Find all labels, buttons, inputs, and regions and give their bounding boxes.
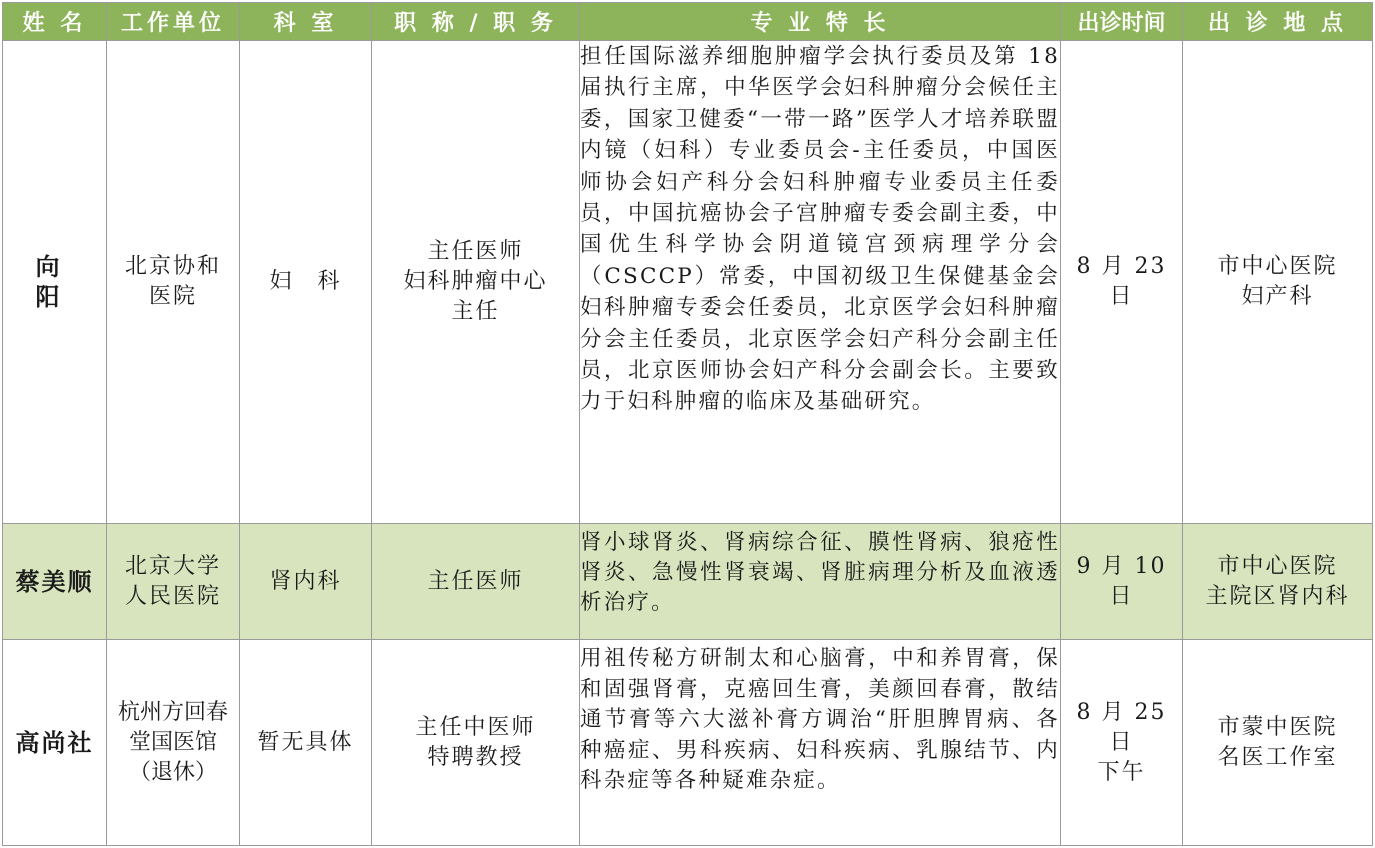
- work-unit-line: 杭州方回春: [117, 699, 228, 725]
- clinic-time-line: 9 月 10 日: [1076, 553, 1167, 609]
- clinic-location-line: 市蒙中医院: [1217, 714, 1338, 740]
- header-dept: 科 室: [240, 3, 372, 41]
- job-title-line: 主任: [451, 299, 500, 324]
- table-row: [3, 41, 1373, 524]
- header-title: 职 称 / 职 务: [372, 3, 580, 41]
- clinic-location-line: 妇产科: [1241, 284, 1314, 309]
- job-title-line: 主任中医师: [415, 714, 536, 740]
- table-row: [3, 640, 1373, 846]
- clinic-time-line: 8 月 23 日: [1076, 254, 1167, 309]
- header-specialty: 专 业 特 长: [580, 3, 1061, 41]
- specialty-text: 担任国际滋养细胞肿瘤学会执行委员及第 18 届执行主席，中华医学会妇科肿瘤分会候任主委，国家卫健委“一带一路”医学人才培养联盟内镜（妇科）专业委员会-主任委员，中国医师协会妇产科分会妇科肿瘤专业委员主任委员，中国抗癌协会子宫肿瘤专委会副主委，中国优生科学协会阴道镜宫颈病理学分会（CSCCP）常委，中国初级卫生保健基金会妇科肿瘤专委会任委员，北京医学会妇科肿瘤分会主任委员，北京医学会妇产科分会副主任员，北京医师协会妇产科分会副会长。主要致力于妇科肿瘤的临床及基础研究。: [580, 41, 1061, 524]
- work-unit-line: 医院: [148, 284, 197, 309]
- work-unit-line: 北京大学: [124, 553, 221, 579]
- job-title: [372, 41, 580, 524]
- header-unit: 工作单位: [107, 3, 240, 41]
- expert-schedule-table: [2, 2, 1373, 846]
- header-time: 出诊时间: [1061, 3, 1183, 41]
- doctor-name: 向 阳: [3, 41, 107, 524]
- clinic-location-line: 市中心医院: [1217, 254, 1338, 279]
- department: 肾内科: [240, 524, 372, 640]
- job-title-line: 主任医师: [427, 239, 524, 264]
- clinic-location-line: 主院区肾内科: [1205, 583, 1350, 609]
- table-row: [3, 524, 1373, 640]
- clinic-location-line: 市中心医院: [1217, 553, 1338, 579]
- table-header-row: [3, 3, 1373, 41]
- doctor-name: 高尚社: [3, 640, 107, 846]
- job-title-line: 特聘教授: [427, 744, 524, 770]
- job-title-line: 主任医师: [427, 568, 524, 594]
- clinic-time: [1061, 41, 1183, 524]
- work-unit-line: 人民医院: [124, 583, 221, 609]
- department: 暂无具体: [240, 640, 372, 846]
- work-unit: [107, 640, 240, 846]
- specialty-text: 用祖传秘方研制太和心脑膏，中和养胃膏，保和固强肾膏，克癌回生膏，美颜回春膏，散结通节膏等六大滋补膏方调治“肝胆脾胃病、各种癌症、男科疾病、妇科疾病、乳腺结节、内科杂症等各种疑难杂症。: [580, 640, 1061, 846]
- department: 妇 科: [240, 41, 372, 524]
- job-title: [372, 524, 580, 640]
- clinic-location: [1183, 524, 1373, 640]
- clinic-location: [1183, 41, 1373, 524]
- specialty-text: 肾小球肾炎、肾病综合征、膜性肾病、狼疮性肾炎、急慢性肾衰竭、肾脏病理分析及血液透析治疗。: [580, 524, 1061, 640]
- clinic-time-line: 8 月 25 日: [1076, 699, 1167, 755]
- job-title: [372, 640, 580, 846]
- work-unit-line: 堂国医馆: [128, 729, 217, 755]
- work-unit-line: 北京协和: [124, 254, 221, 279]
- clinic-time: [1061, 640, 1183, 846]
- work-unit: [107, 524, 240, 640]
- clinic-time: [1061, 524, 1183, 640]
- work-unit-line: （退休）: [128, 759, 217, 785]
- header-name: 姓 名: [3, 3, 107, 41]
- header-location: 出 诊 地 点: [1183, 3, 1373, 41]
- job-title-line: 妇科肿瘤中心: [403, 269, 548, 294]
- work-unit: [107, 41, 240, 524]
- clinic-location: [1183, 640, 1373, 846]
- doctor-name: 蔡美顺: [3, 524, 107, 640]
- clinic-time-line: 下午: [1097, 759, 1146, 785]
- clinic-location-line: 名医工作室: [1217, 744, 1338, 770]
